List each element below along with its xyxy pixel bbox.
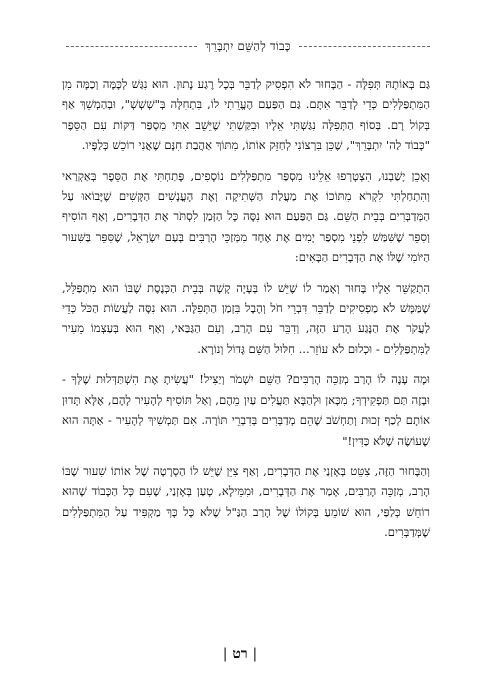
paragraph: וְאָכֵן יָשַׁבְנוּ, הִצְטָרְפוּ אֵלֵינוּ מִסְפַּר מִתְפַּלְּלִים נוֹסָפִים, פָּתַחְתִּי אֶת הַסֵּפֶר בְּאַקְרַאי וְהִתְחַלְתִּי לִקְרֹא מִתּוֹכוֹ אֶת מַעֲלַת הַשְּׁתִיקָה וְאֶת הָעֳנָשִׁים הַקָּשִׁים שֶׁיָּבוֹאוּ עַל הַמְּדַבְּרִים בְּבֵית הַשֵּׁם. גַּם הַפַּעַם הוּא נִסָּה כָּל הַזְּמַן לִסְתֹּר אֶת הַדְּבָרִים, וְאַף הוֹסִיף וְסִפֵּר שֶׁשִּׁמַּשׁ לִפְנֵי מִסְפַּר יָמִים אֶת אֶחָד מִמְּזַכֵּי הָרַבִּים בְּעַם יִשְׂרָאֵל, שֶׁסִּפֵּר בַּשִּׁעוּר הַיּוֹמִי שֶׁלּוֹ אֶת הַדְּבָרִים הַבָּאִים: <box>62 168 430 265</box>
page-number: | רט | <box>222 646 258 662</box>
header-rule-left <box>66 46 197 47</box>
page-number-label: רט <box>232 646 248 662</box>
running-header <box>66 38 430 54</box>
header-rule-right <box>299 46 430 47</box>
paragraph: הִתְקַשֵּׁר אֵלָיו בָּחוּר וְאָמַר לוֹ שֶׁיֵּשׁ לוֹ בְּעָיָה קָשָׁה בְּבֵית הַכְּנֶסֶת שֶׁבּוֹ הוּא מִתְפַּלֵּל, שֶׁמַּמָּשׁ לֹא מַפְסִיקִים לְדַבֵּר דִּבְרֵי חֹל וְהֶבֶל בִּזְמַן הַתְּפִלָּה. הוּא נִסָּה לַעֲשׂוֹת הַכֹּל כְּדֵי לַעֲקֹר אֶת הַנֶּגַע הָרַע הַזֶּה, וְדִבֵּר עִם הָרַב, וְעִם הַגַּבַּאי, וְאַף הוּא בְּעַצְמוֹ מֵעִיר לַמִּתְפַּלְּלִים - וּכְלוּם לֹא עוֹזֵר... חִלּוּל הַשֵּׁם גָּדוֹל וְנוֹרָא. <box>62 280 430 356</box>
paragraph: וּמָה עָנָה לוֹ הָרַב מְזַכֵּה הָרַבִּים? הַשֵּׁם יִשְׁמֹר וְיַצִּיל! "עֲשִׂיתָ אֶת הִשְׁתַּדְּלוּת שֶׁלְּךָ - וּבָזֶה תַּם תַּפְקִידְךָ; מִכָּאן וּלְהַבָּא תַּעֲלִים עַיִן מֵהֶם, וְאַל תּוֹסִיף לְהָעִיר לָהֶם, אֶלָּא תָּדוּן אוֹתָם לְכַף זְכוּת וְתַחְשֹׁב שֶׁהֵם מְדַבְּרִים בְּדִבְרֵי תּוֹרָה. אִם תַּמְשִׁיךְ לְהָעִיר - אַתָּה הוּא שֶׁעוֹשֶׂה שֶׁלֹּא כַּדִּין!" <box>62 372 430 448</box>
body-text <box>62 74 430 553</box>
paragraph: וְהַבָּחוּר הַזֶּה, צִטֵּט בְּאָזְנַי אֶת הַדְּבָרִים, וְאַף צִיֵּן שֶׁיֵּשׁ לוֹ הַסְרָטָה שֶׁל אוֹתוֹ שִׁעוּר שֶׁבּוֹ הָרַב, מְזַכֵּה הָרַבִּים, אָמַר אֶת הַדְּבָרִים, וּמִמֵּילָא, טָעַן בְּאָזְנַי, שֶׁעִם כָּל הַכָּבוֹד שֶׁהוּא רוֹחֵשׁ כְּלַפַּי, הוּא שׁוֹמֵעַ בְּקוֹלוֹ שֶׁל הָרַב הַנַּ"ל שֶׁלֹּא כָּל כָּךְ מַקְפִּיד עַל הַמִּתְפַּלְּלִים שֶׁמְּדַבְּרִים. <box>62 463 430 540</box>
running-header-title: כָּבוֹד לְהַשֵּׁם יִתְבָּרֵךְ <box>205 39 291 53</box>
paragraph: גַּם בְּאוֹתָהּ תְּפִלָּה - הַבָּחוּר לֹא הִפְסִיק לְדַבֵּר בְּכָל רֶגַע נָתוּן. הוּא נִגַּשׁ לְכָּמָּה וְכַמָּה מִן הַמִּתְפַּלְּלִים כְּדֵי לְדַבֵּר אִתָּם. גַּם הַפַּעַם הֶעֱרֵתִי לוֹ, בִּתְחִלָּה בְּ"שְׁשְׁשְׁ", וּבְהַמְשֵׁךְ אַף בְּקוֹל רָם. בְּסוֹף הַתְּפִלָּה נִגַּשְׁתִּי אֵלָיו וּבִקַּשְׁתִּי שֶׁיֵּשֵׁב אִתִּי מִסְפַּר דַּקּוֹת עִם הַסֵּפֶר "כָּבוֹד לַה' יִתְבָּרֵךְ", שֶׁכֵּן בִּרְצוֹנִי לְחַזֵּק אוֹתוֹ, מִתּוֹךְ אַהֲבַת חִנָּם שֶׁאֲנִי רוֹכֵשׁ כְּלַפָּיו. <box>62 77 430 153</box>
